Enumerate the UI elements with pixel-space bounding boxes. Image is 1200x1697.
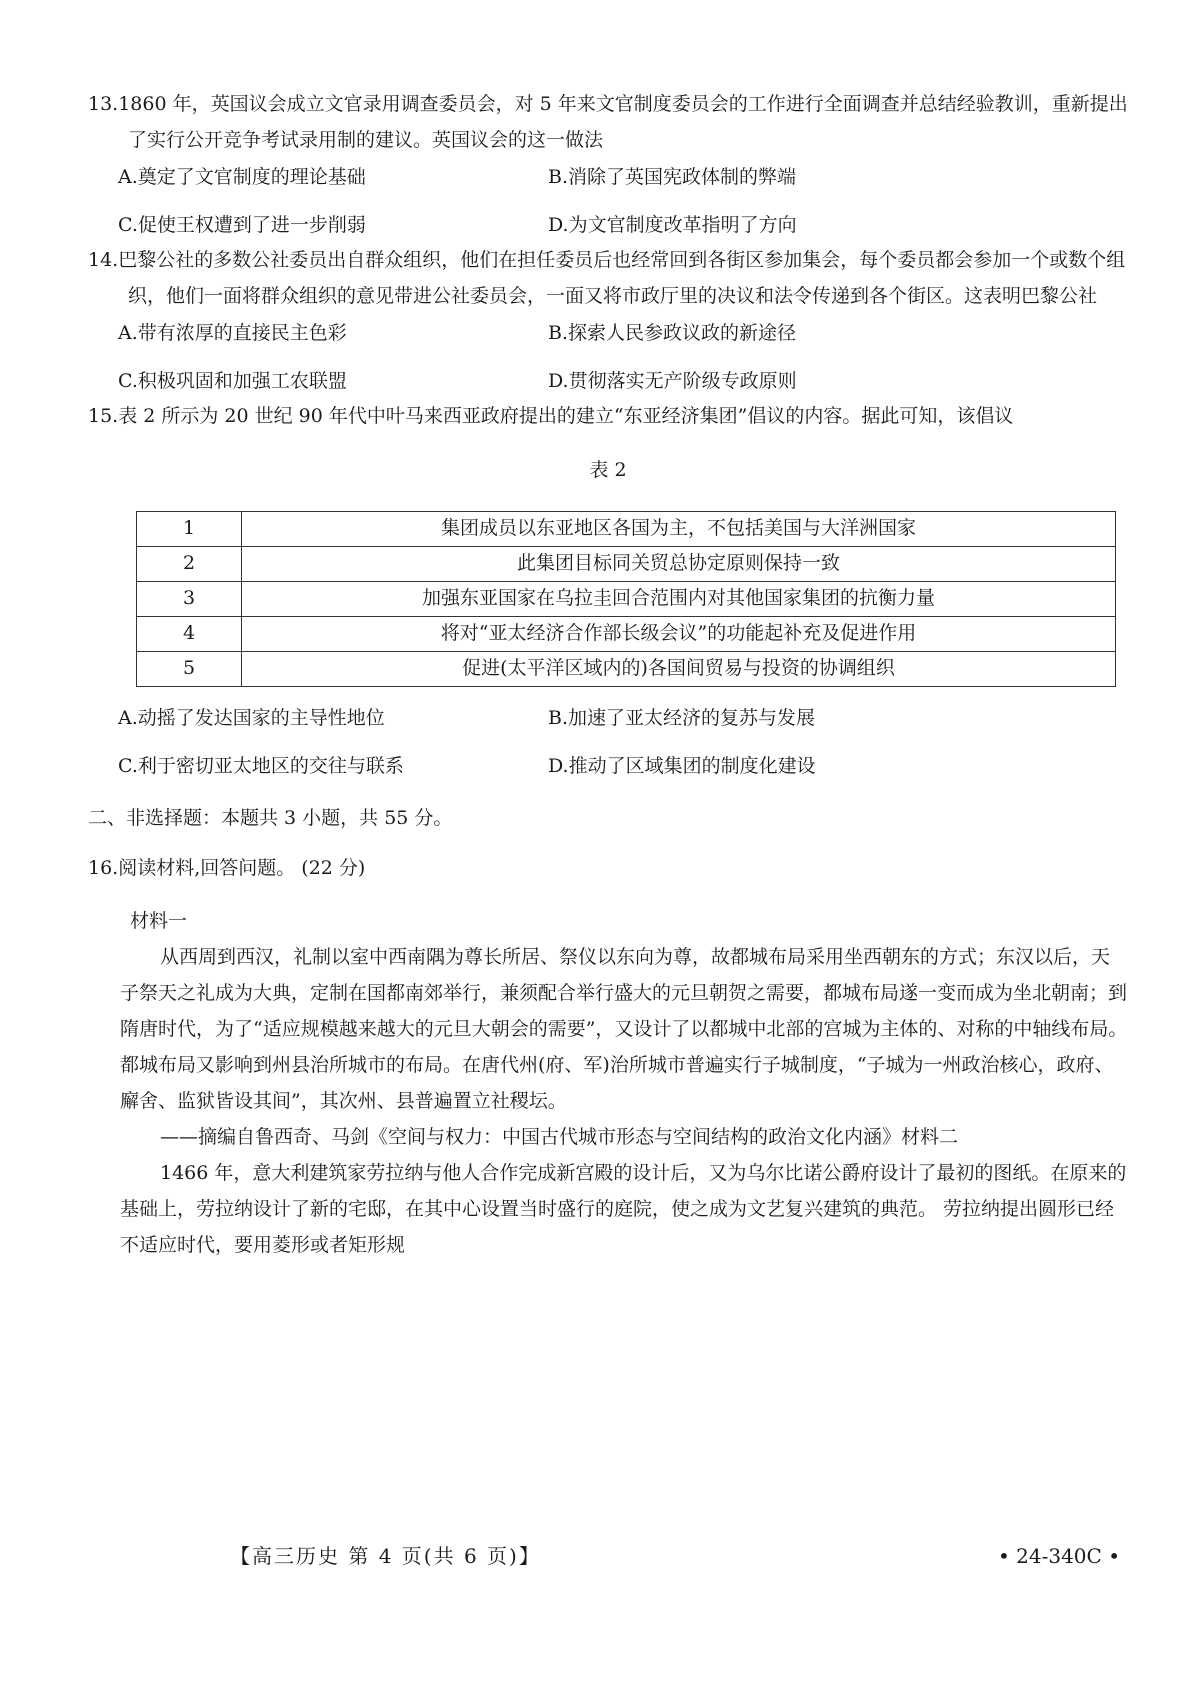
question-13-options — [118, 162, 1128, 240]
row-number: 5 — [137, 651, 242, 686]
question-13 — [88, 86, 1128, 240]
row-number: 3 — [137, 581, 242, 616]
option-c: C.积极巩固和加强工农联盟 — [118, 370, 347, 392]
option-a: A.奠定了文官制度的理论基础 — [118, 166, 366, 188]
material-1-source: ——摘编自鲁西奇、马剑《空间与权力：中国古代城市形态与空间结构的政治文化内涵》材料二 — [160, 1125, 959, 1148]
table-2 — [136, 511, 1116, 687]
footer-code: • 24-340C • — [998, 1544, 1120, 1568]
material-2-text: 1466 年，意大利建筑家劳拉纳与他人合作完成新宫殿的设计后，又为乌尔比诺公爵府设计了最初的图纸。在原来的基础上，劳拉纳设计了新的宅邸，在其中心设置当时盛行的庭院，使之成为文艺复兴建筑的典范。 劳拉纳提出圆形已经不适应时代，要用菱形或者矩形规 — [120, 1161, 1127, 1256]
material-1-text: 从西周到西汉，礼制以室中西南隅为尊长所居、祭仪以东向为尊，故都城布局采用坐西朝东的方式；东汉以后，天子祭天之礼成为大典，定制在国都南郊举行，兼须配合举行盛大的元旦朝贺之需要，都城布局遂一变而成为坐北朝南；到隋唐时代，为了“适应规模越来越大的元旦大朝会的需要”，又设计了以都城中北部的宫城为主体的、对称的中轴线布局。 都城布局又影响到州县治所城市的布局。在唐代州(府、军)治所城市普遍实行子城制度，“子城为一州政治核心，政府、廨舍、监狱皆设其间”，其次州、县普遍置立社稷坛。 — [120, 945, 1128, 1112]
option-b: B.探索人民参政议政的新途径 — [548, 322, 797, 344]
table-row — [137, 511, 1116, 546]
option-d: D.为文官制度改革指明了方向 — [548, 214, 797, 236]
question-14-stem: 14.巴黎公社的多数公社委员出自群众组织，他们在担任委员后也经常回到各街区参加集会，每个委员都会参加一个或数个组织，他们一面将群众组织的意见带进公社委员会，一面又将市政厅里的决议和法令传递到各个街区。这表明巴黎公社 — [88, 249, 1126, 307]
row-text: 促进(太平洋区域内的)各国间贸易与投资的协调组织 — [242, 651, 1116, 686]
option-b: B.消除了英国宪政体制的弊端 — [548, 166, 797, 188]
question-14 — [88, 242, 1128, 396]
section-heading: 二、非选择题：本题共 3 小题，共 55 分。 — [88, 806, 453, 829]
table-title: 表 2 — [589, 459, 627, 481]
option-b: B.加速了亚太经济的复苏与发展 — [548, 706, 816, 729]
option-a: A.带有浓厚的直接民主色彩 — [118, 322, 347, 344]
row-text: 集团成员以东亚地区各国为主，不包括美国与大洋洲国家 — [242, 511, 1116, 546]
footer-page-info: 【高三历史 第 4 页(共 6 页)】 — [230, 1544, 541, 1568]
row-number: 4 — [137, 616, 242, 651]
option-a: A.动摇了发达国家的主导性地位 — [118, 706, 385, 729]
question-15-stem: 15.表 2 所示为 20 世纪 90 年代中叶马来西亚政府提出的建立“东亚经济集团”倡议的内容。据此可知，该倡议 — [88, 405, 1014, 427]
question-15 — [88, 398, 1128, 781]
question-13-stem: 13.1860 年，英国议会成立文官录用调查委员会，对 5 年来文官制度委员会的工作进行全面调查并总结经验教训，重新提出了实行公开竞争考试录用制的建议。英国议会的这一做法 — [88, 93, 1128, 151]
question-15-options — [118, 703, 1128, 781]
question-14-options — [118, 318, 1128, 396]
row-number: 2 — [137, 546, 242, 581]
table-row — [137, 651, 1116, 686]
row-text: 加强东亚国家在乌拉圭回合范围内对其他国家集团的抗衡力量 — [242, 581, 1116, 616]
row-number: 1 — [137, 511, 242, 546]
question-16-stem: 16.阅读材料,回答问题。 (22 分) — [88, 856, 366, 879]
row-text: 此集团目标同关贸总协定原则保持一致 — [242, 546, 1116, 581]
material-1-label: 材料一 — [130, 909, 188, 932]
question-16 — [88, 853, 1128, 1263]
exam-page — [88, 86, 1128, 1263]
table-row — [137, 581, 1116, 616]
option-d: D.推动了区域集团的制度化建设 — [548, 754, 816, 777]
table-row — [137, 616, 1116, 651]
option-d: D.贯彻落实无产阶级专政原则 — [548, 370, 797, 392]
row-text: 将对“亚太经济合作部长级会议”的功能起补充及促进作用 — [242, 616, 1116, 651]
option-c: C.促使王权遭到了进一步削弱 — [118, 214, 366, 236]
table-row — [137, 546, 1116, 581]
option-c: C.利于密切亚太地区的交往与联系 — [118, 754, 404, 777]
